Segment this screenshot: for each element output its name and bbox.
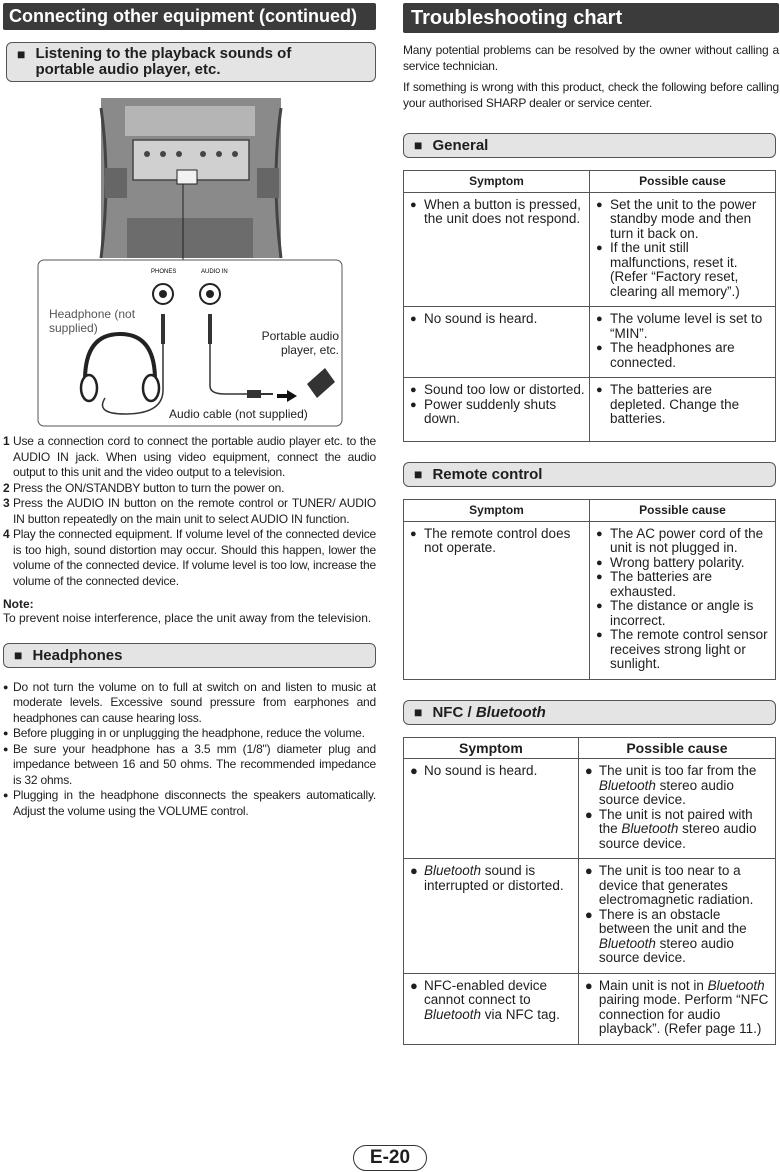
bullet-icon: ● <box>596 600 603 612</box>
bullet-icon: ● <box>596 198 603 211</box>
list-item: ● The batteries are depleted. Change the batteries. <box>596 382 740 426</box>
listening-title-line1: Listening to the playback sounds of <box>35 45 292 62</box>
symptom-cell <box>404 378 590 442</box>
list-item: ● Sound too low or distorted. <box>410 382 585 397</box>
nfc-section <box>403 700 779 1045</box>
list-item: ● The volume level is set to “MIN”. <box>596 311 763 341</box>
cause-cell <box>578 859 775 974</box>
table-row <box>404 378 776 442</box>
nfc-title-prefix: NFC / <box>432 703 476 721</box>
bullet-icon: ● <box>410 313 417 325</box>
cause-header: Possible cause <box>578 737 775 759</box>
list-item: ● When a button is pressed, the unit does not respond. <box>410 196 581 226</box>
symptom-cell <box>404 192 590 307</box>
list-item: 3 Press the AUDIO IN button on the remote control or TUNER/ AUDIO IN button repeatedly on the main unit to select AUDIO IN function. <box>3 496 376 526</box>
bullet-icon: ● <box>596 342 603 354</box>
intro-paragraph: If something is wrong with this product, check the following before calling your authorised SHARP dealer or service center. <box>403 80 779 110</box>
bullet-icon: ● <box>596 242 603 254</box>
nfc-title-bluetooth: Bluetooth <box>475 703 546 721</box>
cause-cell <box>590 521 776 679</box>
bullet-icon: ● <box>584 863 593 878</box>
square-bullet-icon: ■ <box>17 46 26 62</box>
table-row <box>404 973 776 1044</box>
square-bullet-icon: ■ <box>14 646 23 663</box>
listening-section-head <box>6 42 376 82</box>
connection-steps <box>3 434 376 589</box>
note-text: To prevent noise interference, place the unit away from the television. <box>3 611 372 625</box>
page-number: E-20 <box>353 1145 427 1171</box>
phones-jack-label: PHONES <box>151 269 177 275</box>
general-section-head <box>403 133 776 158</box>
list-item: ● Be sure your headphone has a 3.5 mm (1/8") diameter plug and impedance between 16 and 50 ohms. The recommended impedance is 32 ohms. <box>3 741 376 787</box>
bullet-icon: ● <box>3 728 9 738</box>
cause-cell <box>590 378 776 442</box>
list-item: ● The remote control does not operate. <box>410 525 571 555</box>
list-item: 1 Use a connection cord to connect the portable audio player etc. to the AUDIO IN jack. When using video equipment, connect the audio output to this unit and the video output to a television. <box>3 434 376 479</box>
cause-cell <box>578 759 775 859</box>
symptom-cell <box>404 859 579 974</box>
list-item: 4 Play the connected equipment. If volume level of the connected device is too high, sound distortion may occur. Should this happen, lower the volume of the connected device. If volume level is too low, increase the volume of the connected device. <box>3 527 376 588</box>
remote-section <box>403 462 779 680</box>
remote-title: Remote control <box>432 466 543 483</box>
intro-paragraph: Many potential problems can be resolved by the owner without calling a service technician. <box>403 43 779 73</box>
cause-cell <box>590 192 776 307</box>
cause-cell <box>590 307 776 378</box>
table-row <box>404 759 776 859</box>
bullet-icon: ● <box>410 198 417 211</box>
cause-cell <box>578 973 775 1044</box>
bullet-icon: ● <box>596 384 603 396</box>
list-item: ● Wrong battery polarity. <box>596 554 745 570</box>
intro-text <box>403 43 779 111</box>
connection-illustration <box>35 98 345 428</box>
portable-label-line1: Portable audio <box>261 329 339 343</box>
list-item: ● The remote control sensor receives strong light or sunlight. <box>596 627 768 671</box>
bullet-icon: ● <box>410 977 418 993</box>
listening-title-line2: portable audio player, etc. <box>35 61 221 78</box>
bullet-icon: ● <box>410 398 417 411</box>
headphone-label-line1: Headphone (not <box>49 307 136 321</box>
bullet-icon: ● <box>3 790 9 800</box>
headphones-bullets <box>3 680 376 820</box>
list-item: ● No sound is heard. <box>410 763 538 778</box>
list-item: ● Main unit is not in Bluetooth pairing mode. Perform “NFC connection for audio playback”. (Refer page 11.) <box>584 977 769 1036</box>
nfc-section-head <box>403 700 776 725</box>
list-item: ● If the unit still malfunctions, reset it. (Refer “Factory reset, clearing all memory”.) <box>596 240 740 299</box>
symptom-header: Symptom <box>404 737 579 759</box>
headphones-title: Headphones <box>32 646 123 664</box>
cause-header: Possible cause <box>590 500 776 522</box>
list-item: ● NFC-enabled device cannot connect to Bluetooth via NFC tag. <box>410 977 560 1022</box>
list-item: ● The unit is too near to a device that generates electromagnetic radiation. <box>584 863 754 907</box>
bullet-icon: ● <box>410 863 418 878</box>
headphone-label-line2: supplied) <box>49 321 98 335</box>
connection-diagram-svg <box>35 98 345 428</box>
bullet-icon: ● <box>596 313 603 325</box>
troubleshooting-header: Troubleshooting chart <box>403 3 779 33</box>
list-item: ● The AC power cord of the unit is not plugged in. <box>596 525 764 555</box>
remote-table <box>403 499 776 680</box>
list-item: ● Before plugging in or unplugging the headphone, reduce the volume. <box>3 726 365 740</box>
square-bullet-icon: ■ <box>414 466 423 482</box>
bullet-icon: ● <box>410 384 417 396</box>
connecting-header: Connecting other equipment (continued) <box>3 3 376 30</box>
bullet-icon: ● <box>584 906 593 922</box>
table-row <box>404 307 776 378</box>
square-bullet-icon: ■ <box>414 703 423 720</box>
square-bullet-icon: ■ <box>414 137 423 153</box>
note-label: Note: <box>3 597 34 611</box>
bullet-icon: ● <box>410 527 417 540</box>
list-item: ● The distance or angle is incorrect. <box>596 598 754 628</box>
cable-label: Audio cable (not supplied) <box>169 407 308 421</box>
general-table <box>403 170 776 442</box>
table-row <box>404 859 776 974</box>
list-item: ● The unit is not paired with the Bluetooth stereo audio source device. <box>584 806 757 851</box>
list-item: ● Power suddenly shuts down. <box>410 396 557 426</box>
list-item: ● Bluetooth sound is interrupted or distorted. <box>410 863 564 893</box>
symptom-cell <box>404 307 590 378</box>
nfc-table <box>403 737 776 1045</box>
list-item: ● The unit is too far from the Bluetooth stereo audio source device. <box>584 763 757 807</box>
right-column <box>403 3 779 1045</box>
list-item: ● There is an obstacle between the unit and the Bluetooth stereo audio source device. <box>584 906 747 965</box>
bullet-icon: ● <box>596 556 603 569</box>
remote-section-head <box>403 462 776 487</box>
bullet-icon: ● <box>3 743 9 754</box>
bullet-icon: ● <box>3 681 9 692</box>
bullet-icon: ● <box>410 763 418 778</box>
table-row <box>404 521 776 679</box>
headphones-section-head <box>3 643 376 668</box>
list-item: ● Do not turn the volume on to full at switch on and listen to music at moderate levels. Excessive sound pressure from earphones and headphones can cause hearing loss. <box>3 679 376 725</box>
symptom-header: Symptom <box>404 171 590 193</box>
list-item: ● The batteries are exhausted. <box>596 569 713 599</box>
bullet-icon: ● <box>584 806 593 822</box>
left-column <box>3 3 376 819</box>
list-item: 2 Press the ON/STANDBY button to turn the power on. <box>3 480 285 495</box>
list-item: ● Plugging in the headphone disconnects the speakers automatically. Adjust the volume using the VOLUME control. <box>3 788 376 818</box>
bullet-icon: ● <box>596 527 603 540</box>
list-item: ● No sound is heard. <box>410 311 538 326</box>
audio-in-jack-label: AUDIO IN <box>201 269 228 275</box>
list-item: ● Set the unit to the power standby mode and then turn it back on. <box>596 196 757 241</box>
symptom-cell <box>404 973 579 1044</box>
symptom-cell <box>404 759 579 859</box>
symptom-cell <box>404 521 590 679</box>
bullet-icon: ● <box>596 571 603 583</box>
bullet-icon: ● <box>584 977 593 993</box>
bullet-icon: ● <box>584 763 593 778</box>
general-section <box>403 133 779 442</box>
symptom-header: Symptom <box>404 500 590 522</box>
bullet-icon: ● <box>596 629 603 641</box>
general-title: General <box>432 137 489 154</box>
cause-header: Possible cause <box>590 171 776 193</box>
portable-label-line2: player, etc. <box>280 343 339 357</box>
table-row <box>404 192 776 307</box>
list-item: ● The headphones are connected. <box>596 340 735 370</box>
